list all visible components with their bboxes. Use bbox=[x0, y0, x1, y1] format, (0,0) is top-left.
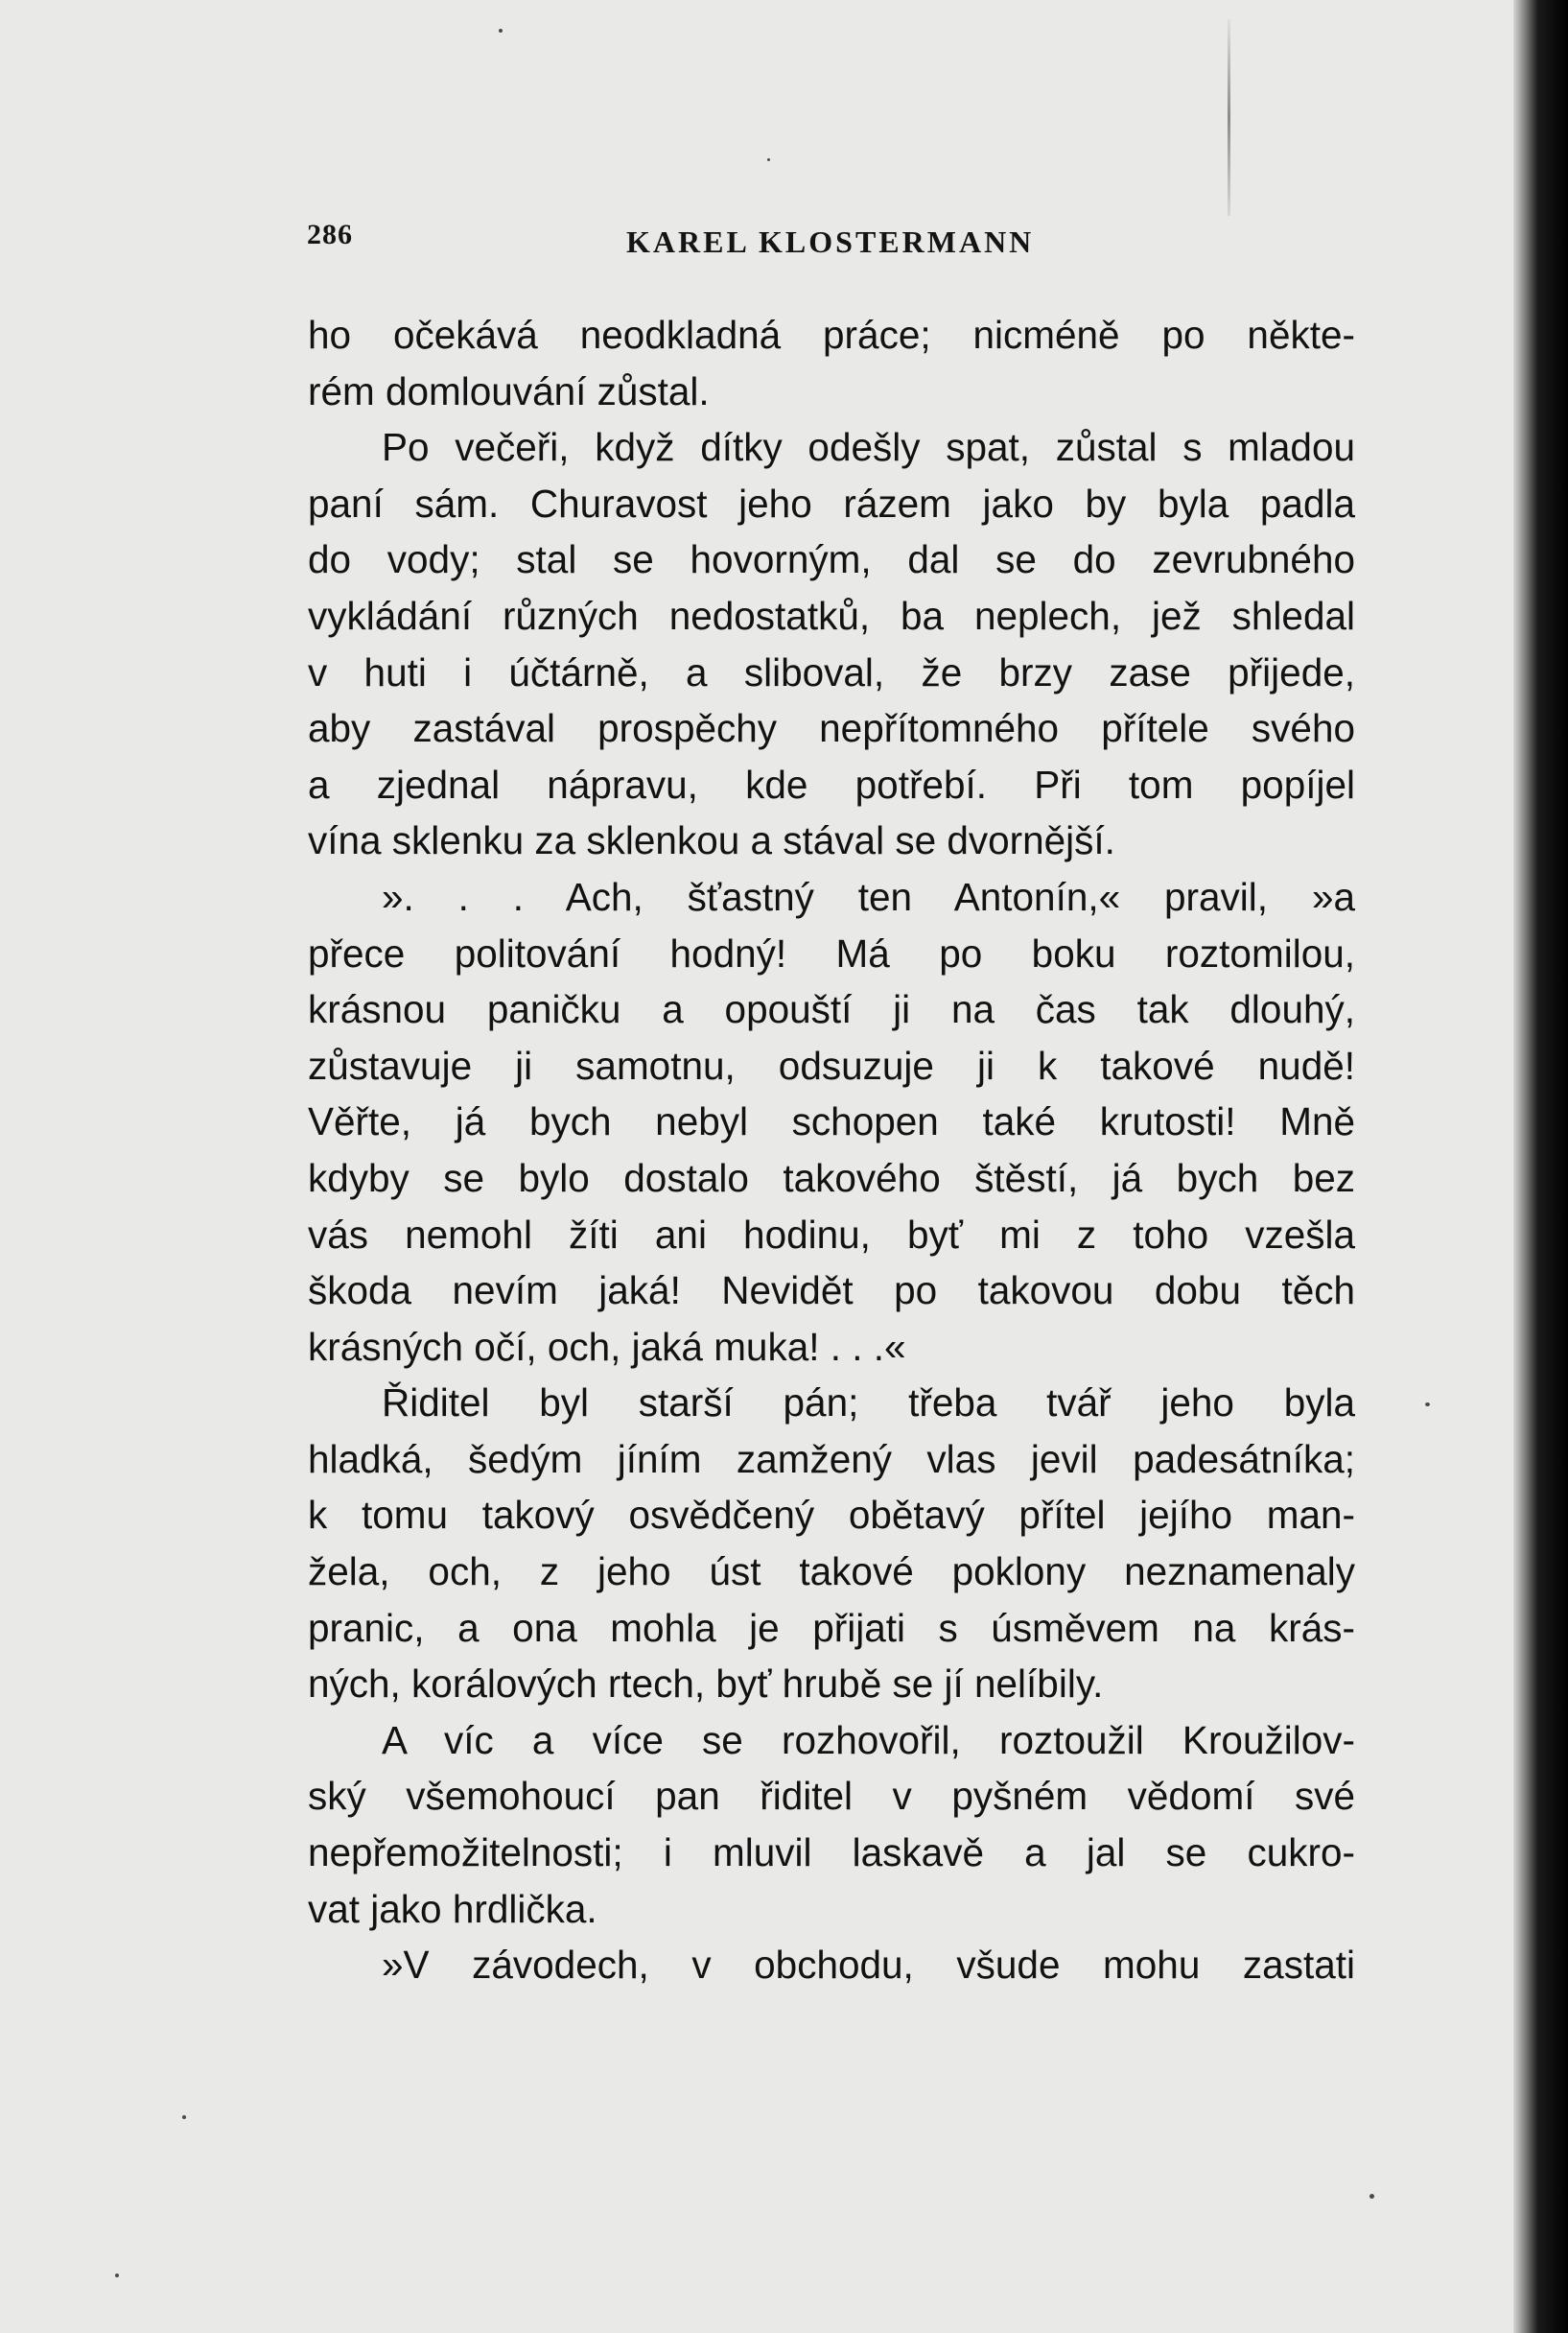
text-line: kdyby se bylo dostalo takového štěstí, já bych bez bbox=[308, 1155, 1355, 1200]
text-line: A víc a více se rozhovořil, roztoužil Kroužilov- bbox=[382, 1717, 1355, 1762]
paper-speck bbox=[115, 2274, 119, 2277]
text-line: ský všemohoucí pan řiditel v pyšném vědomí své bbox=[308, 1774, 1355, 1819]
paper-speck bbox=[182, 2115, 186, 2119]
text-line: v huti i účtárně, a sliboval, že brzy zase přijede, bbox=[308, 649, 1355, 695]
text-line: vat jako hrdlička. bbox=[308, 1886, 597, 1931]
text-line: a zjednal nápravu, kde potřebí. Při tom popíjel bbox=[308, 762, 1355, 807]
text-line: škoda nevím jaká! Nevidět po takovou dobu těch bbox=[308, 1268, 1355, 1313]
text-line: vína sklenku za sklenkou a stával se dvornější. bbox=[308, 818, 1115, 863]
paper-speck bbox=[1425, 1402, 1430, 1406]
text-line: vykládání různých nedostatků, ba neplech, jež shledal bbox=[308, 593, 1355, 638]
text-line: ných, korálových rtech, byť hrubě se jí nelíbily. bbox=[308, 1661, 1104, 1707]
text-line: krásnou paničku a opouští ji na čas tak dlouhý, bbox=[308, 987, 1355, 1032]
page-crease bbox=[1228, 19, 1230, 216]
text-line: žela, och, z jeho úst takové poklony neznamenaly bbox=[308, 1549, 1355, 1594]
text-line: Věřte, já bych nebyl schopen také krutosti! Mně bbox=[308, 1099, 1355, 1144]
text-line: rém domlouvání zůstal. bbox=[308, 368, 710, 413]
text-line: ho očekává neodkladná práce; nicméně po někte- bbox=[308, 313, 1355, 357]
page-number: 286 bbox=[307, 219, 353, 250]
body-text bbox=[308, 307, 1355, 1993]
text-line: k tomu takový osvědčený obětavý přítel jejího man- bbox=[308, 1493, 1355, 1538]
text-line: ». . . Ach, šťastný ten Antonín,« pravil, »a bbox=[382, 874, 1355, 919]
text-line: hladká, šedým jíním zamžený vlas jevil padesátníka; bbox=[308, 1436, 1355, 1481]
paper-speck bbox=[1369, 2194, 1374, 2199]
text-line: zůstavuje ji samotnu, odsuzuje ji k takové nudě! bbox=[308, 1043, 1355, 1088]
text-line: do vody; stal se hovorným, dal se do zevrubného bbox=[308, 537, 1355, 582]
running-head: KAREL KLOSTERMANN bbox=[626, 224, 1035, 259]
text-line: pranic, a ona mohla je přijati s úsměvem na krás- bbox=[308, 1605, 1355, 1650]
text-line: »V závodech, v obchodu, všude mohu zastati bbox=[382, 1943, 1355, 1988]
text-line: Po večeři, když dítky odešly spat, zůstal s mladou bbox=[382, 425, 1355, 470]
text-line: Řiditel byl starší pán; třeba tvář jeho byla bbox=[382, 1380, 1355, 1426]
text-line: přece politování hodný! Má po boku roztomilou, bbox=[308, 931, 1355, 976]
page-header bbox=[307, 219, 1362, 276]
text-line: krásných očí, och, jaká muka! . . .« bbox=[308, 1324, 906, 1369]
paper-speck bbox=[499, 29, 503, 33]
text-line: vás nemohl žíti ani hodinu, byť mi z toho vzešla bbox=[308, 1212, 1355, 1257]
paper-speck bbox=[767, 158, 770, 161]
book-spine-edge bbox=[1513, 0, 1568, 2333]
text-line: aby zastával prospěchy nepřítomného přítele svého bbox=[308, 706, 1355, 751]
text-line: nepřemožitelnosti; i mluvil laskavě a jal se cukro- bbox=[308, 1830, 1355, 1875]
text-line: paní sám. Churavost jeho rázem jako by byla padla bbox=[308, 481, 1355, 526]
